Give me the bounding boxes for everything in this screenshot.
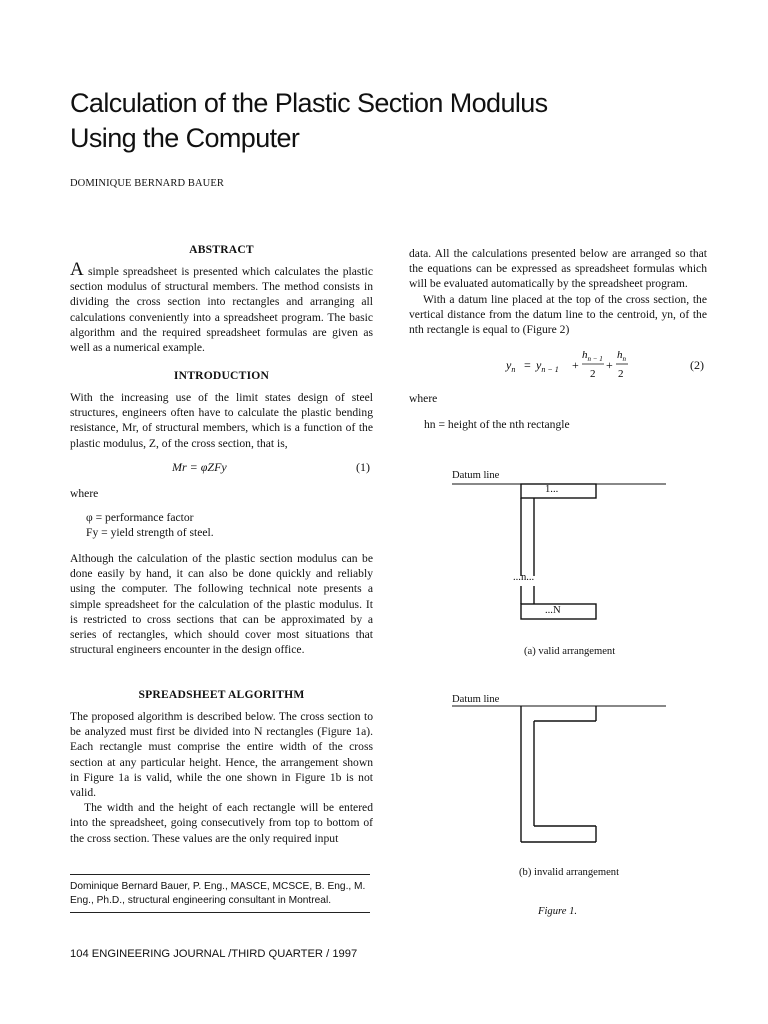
page-footer <box>70 948 357 960</box>
definition-phi: φ = performance factor <box>86 511 194 524</box>
title-line-1: Calculation of the Plastic Section Modulus <box>70 88 548 118</box>
datum-line-label-b: Datum line <box>452 694 500 705</box>
svg-text:hn: $h_n$ <box>617 349 626 363</box>
algorithm-paragraph-1: The proposed algorithm is described below. The cross section to be analyzed must first be divided into N rectangles (Figure 1a). Each rectangle must comprise the entire width of the cross section at any particular height. Hence, the arrangement shown in Figure 1a is valid, while the one shown in Figure 1b is not valid. <box>70 710 373 800</box>
abstract-body: simple spreadsheet is presented which calculates the plastic section modulus of structural members. The method consists in dividing the cross section into rectangles and arranging all calculations conveniently into a spreadsheet program. The basic algorithm and the required spreadsheet formulas are given as well as a numerical example. <box>70 265 373 355</box>
rectangle-label-n: ...n... <box>513 572 535 583</box>
page-number: 104 <box>70 948 89 960</box>
right-paragraph-2: With a datum line placed at the top of the cross section, the vertical distance from the datum line to the centroid, yn, of the nth rectangle is equal to (Figure 2) <box>409 292 707 337</box>
svg-text:=: = <box>524 358 531 372</box>
paper-title <box>70 86 710 156</box>
rectangle-label-N: ...N <box>545 605 561 616</box>
abstract-dropcap: A <box>70 259 84 280</box>
equation-2 <box>500 346 610 382</box>
footnote: Dominique Bernard Bauer, P. Eng., MASCE, MCSCE, B. Eng., M. Eng., Ph.D., structural engineering consultant in Montreal. <box>70 881 366 906</box>
footnote-rule-top <box>70 874 370 875</box>
svg-text:2: 2 <box>590 368 596 380</box>
equation-2-number: (2) <box>690 358 704 372</box>
journal-name: ENGINEERING JOURNAL /THIRD QUARTER / 1997 <box>91 948 358 960</box>
algorithm-paragraph-2: The width and the height of each rectangle will be entered into the spreadsheet, going consecutively from top to bottom of the cross section. These values are the only required input <box>70 801 373 845</box>
figure-1a-diagram <box>450 482 670 622</box>
svg-text:+: + <box>572 358 579 372</box>
right-column-text <box>409 246 707 337</box>
equation-1-number: (1) <box>356 460 370 474</box>
definition-hn: hn = height of the nth rectangle <box>424 418 570 431</box>
introduction-text: With the increasing use of the limit states design of steel structures, engineers often have to calculate the plastic bending resistance, Mr, of structural members, which is a function of the plastic modulus, Z, of the cross section, that is, <box>70 391 373 450</box>
caption-valid: (a) valid arrangement <box>524 646 616 657</box>
abstract-heading: ABSTRACT <box>189 243 254 256</box>
definition-fy: Fy = yield strength of steel. <box>86 526 214 539</box>
title-line-2: Using the Computer <box>70 123 300 153</box>
figure-1b-diagram <box>450 704 670 848</box>
where-label-1: where <box>70 487 99 500</box>
introduction-heading: INTRODUCTION <box>173 369 270 382</box>
where-label-2: where <box>409 392 438 405</box>
algorithm-text <box>70 709 373 846</box>
author: DOMINIQUE BERNARD BAUER <box>70 178 224 189</box>
introduction-paragraph-2: Although the calculation of the plastic section modulus can be done easily by hand, it can also be done quickly and reliably using the computer. The following technical note presents a simple spreadsheet for the calculation of the plastic modulus. It is restricted to cross sections that can be approximated by a series of rectangles, which should cover most situations that structural engineers encounter in the design office. <box>70 552 373 657</box>
svg-text:hn − 1: $h_{n - 1}$ <box>582 349 603 363</box>
abstract-text <box>70 259 373 355</box>
svg-text:2: 2 <box>618 368 624 380</box>
equation-1: Mr = φZFy <box>172 460 227 474</box>
svg-text:+: + <box>606 358 613 372</box>
svg-text:yn − 1: $y_{n - 1}$ <box>536 358 559 374</box>
right-paragraph-1: data. All the calculations presented below are arranged so that the equations can be expressed as spreadsheet formulas which will be evaluated automatically by the spreadsheet program. <box>409 247 707 291</box>
equation-2-tail <box>606 346 636 382</box>
footnote-rule-bottom <box>70 912 370 913</box>
rectangle-label-1: 1... <box>545 484 559 495</box>
figure-caption: Figure 1. <box>538 906 578 917</box>
datum-line-label-a: Datum line <box>452 470 500 481</box>
algorithm-heading: SPREADSHEET ALGORITHM <box>138 688 305 701</box>
svg-text:yn: $y_n$ <box>506 358 516 374</box>
caption-invalid: (b) invalid arrangement <box>519 867 620 878</box>
